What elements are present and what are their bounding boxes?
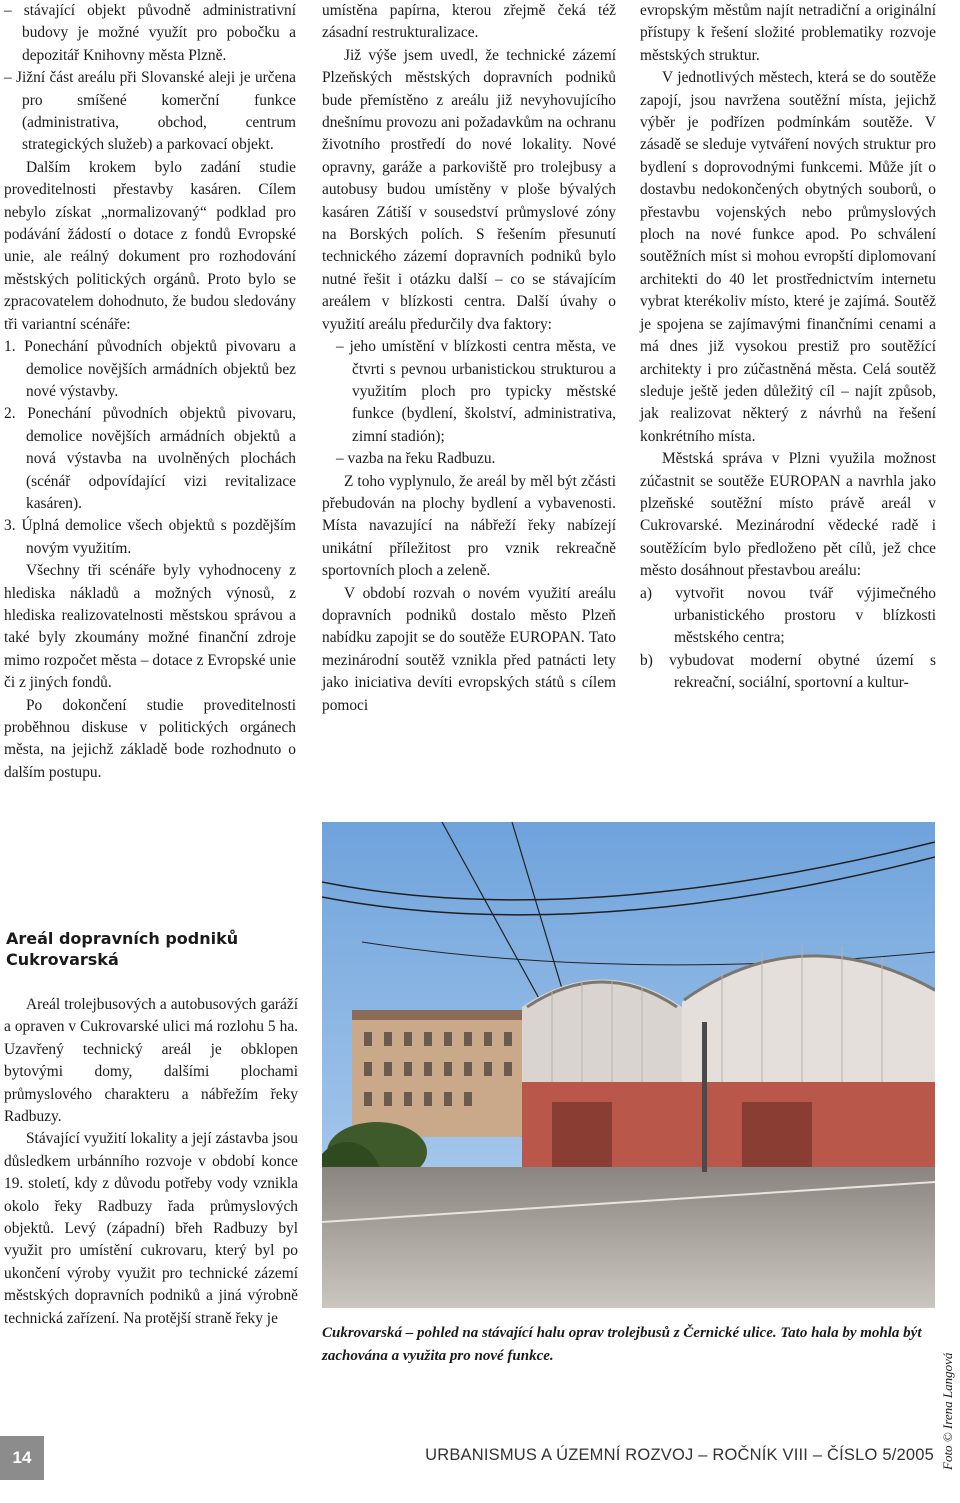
box-heading-line: Cukrovarská	[6, 950, 119, 969]
paragraph: umístěna papírna, kterou zřejmě čeká též zásadní restrukturalizace.	[322, 2, 616, 42]
article-column-1	[4, 0, 296, 784]
article-column-3	[640, 0, 936, 695]
paragraph: – Jižní část areálu při Slovanské aleji je určena pro smíšené komerční funkce (administrativa, obchod, centrum strategických služeb) a parkovací objekt.	[4, 69, 296, 154]
box-heading-line: Areál dopravních podniků	[6, 929, 239, 948]
list-item: 2. Ponechání původních objektů pivovaru, demolice novějších armádních objektů a nová výstavba na uvolněných plochách (scénář odpovídající vizi revitalizace kasáren).	[4, 405, 296, 512]
paragraph: Areál trolejbusových a autobusových garáží a opraven v Cukrovarské ulici má rozlohu 5 ha. Uzavřený technický areál je obklopen bytovými domy, dalšími plochami průmyslového charakteru a nábřežím řeky Radbuzy.	[4, 996, 298, 1126]
list-item: 3. Úplná demolice všech objektů s pozdějším novým využitím.	[4, 517, 296, 557]
paragraph: – stávající objekt původně administrativní budovy je možné využít pro pobočku a depozitář Knihovny města Plzně.	[4, 2, 296, 64]
list-item: 1. Ponechání původních objektů pivovaru a demolice novějších armádních objektů bez nové výstavby.	[4, 338, 296, 400]
list-item: b) vybudovat moderní obytné území s rekreační, sociální, sportovní a kultur-	[640, 651, 936, 692]
photo-trolleybus-hall	[322, 822, 935, 1308]
paragraph: Po dokončení studie proveditelnosti proběhnou diskuse v politických orgánech města, na jejichž základě bode rozhodnuto o dalším postupu.	[4, 696, 296, 781]
paragraph: Všechny tři scénáře byly vyhodnoceny z hlediska nákladů a možných výnosů, z hlediska realizovatelnosti městskou správou a také byly zkoumány možné finanční zdroje mimo rozpočet města – dotace z Evropské unie či z jiných fondů.	[4, 562, 296, 692]
photo-illustration	[322, 822, 935, 1308]
paragraph: Z toho vyplynulo, že areál by měl být zčásti přebudován na plochy bydlení a vybavenosti. Místa navazující na nábřeží řeky nabízejí unikátní příležitost pro vznik rekreačně sportovních ploch a zeleně.	[322, 472, 616, 580]
paragraph: Již výše jsem uvedl, že technické zázemí Plzeňských městských dopravních podniků bude přemístěno z areálu již nevyhovujícího dnešnímu provozu ani požadavkům na ochranu životního prostředí do nové lokality. Nové opravny, garáže a parkoviště pro trolejbusy a autobusy budou umístěny v ploše bývalých kasáren Zátiší v sousedství průmyslové zóny na Borských polích. S řešením přesunutí technického zázemí dopravních podniků bylo nutné řešit i otázku další – co se stávajícím areálem v blízkosti centra. Další úvahy o využití areálu předurčily dva faktory:	[322, 46, 616, 333]
page-number: 14	[0, 1436, 44, 1480]
list-item: – vazba na řeku Radbuzu.	[336, 450, 496, 468]
dash-list	[322, 336, 616, 470]
box-text-column	[4, 994, 298, 1330]
photo-credit-text: Foto © Irena Langová	[940, 1352, 955, 1470]
journal-footer: URBANISMUS A ÚZEMNÍ ROZVOJ – ROČNÍK VIII – ČÍSLO 5/2005	[425, 1446, 934, 1464]
list-item: – jeho umístění v blízkosti centra města, ve čtvrti s pevnou urbanistickou strukturou a využitím ploch pro typicky městské funkce (bydlení, školství, administrativa, zimní stadión);	[336, 338, 616, 445]
list-item: a) vytvořit novou tvář výjimečného urbanistického prostoru v blízkosti městského centra;	[640, 584, 936, 647]
box-heading	[6, 928, 296, 970]
paragraph: Stávající využití lokality a její zástavba jsou důsledkem urbánního rozvoje v období konce 19. století, kdy z důvodu potřeby vody vznikla okolo řeky Radbuzy řada průmyslových objektů. Levý (západní) břeh Radbuzy byl využit pro umístění cukrovaru, který byl po ukončení výroby využit pro technické zázemí městských dopravních podniků a jiná výrobně technická zařízení. Na protější straně řeky je	[4, 1130, 298, 1327]
photo-credit	[940, 1310, 960, 1470]
photo-caption: Cukrovarská – pohled na stávající halu oprav trolejbusů z Černické ulice. Tato hala by mohla být zachována a využita pro nové funkce.	[322, 1325, 922, 1364]
paragraph: V jednotlivých městech, která se do soutěže zapojí, jsou navržena soutěžní místa, jejichž výběr je podřízen podmínkám soutěže. V zásadě se sleduje vytváření nových struktur pro bydlení s doprovodnými funkcemi. Může jít o dostavbu nedokončených obytných souborů, o přestavbu vojenských nebo průmyslových ploch na nové funkce apod. Po schválení soutěžních míst si mohou evropští diplomovaní architekti do 40 let prostřednictvím internetu vybrat kterékoliv místo, které je zajímá. Soutěž je spojena se zajímavými finančními cenami a má dnes již vysokou prestiž pro soutěžící architekty i pro zúčastněná města. Celá soutěž sleduje ještě jeden důležitý cíl – najít způsob, jak realizovat některý z návrhů na řešení konkrétního místa.	[640, 69, 936, 445]
paragraph: Dalším krokem bylo zadání studie proveditelnosti přestavby kasáren. Cílem nebylo získat „normalizovaný“ podklad pro podávání žádostí o dotace z fondů Evropské unie, ale reálný dokument pro rozhodování městských politických orgánů. Proto bylo se zpracovatelem dohodnuto, že budou sledovány tři variantní scénáře:	[4, 158, 296, 333]
paragraph: evropským městům najít netradiční a originální přístupy k řešení složité problematiky rozvoje městských struktur.	[640, 2, 936, 64]
paragraph: V období rozvah o novém využití areálu dopravních podniků dostalo město Plzeň nabídku zapojit se do soutěže EUROPAN. Tato mezinárodní soutěž vznikla před patnácti lety jako iniciativa devíti evropských států s cílem pomoci	[322, 584, 616, 714]
article-column-2	[322, 0, 616, 717]
paragraph: Městská správa v Plzni využila možnost zúčastnit se soutěže EUROPAN a navrhla jako plzeňské soutěžní místo právě areál v Cukrovarské. Mezinárodní vědecké radě i soutěžícím bylo předloženo pět cílů, jež chce město dosáhnout přestavbou areálu:	[640, 450, 936, 580]
